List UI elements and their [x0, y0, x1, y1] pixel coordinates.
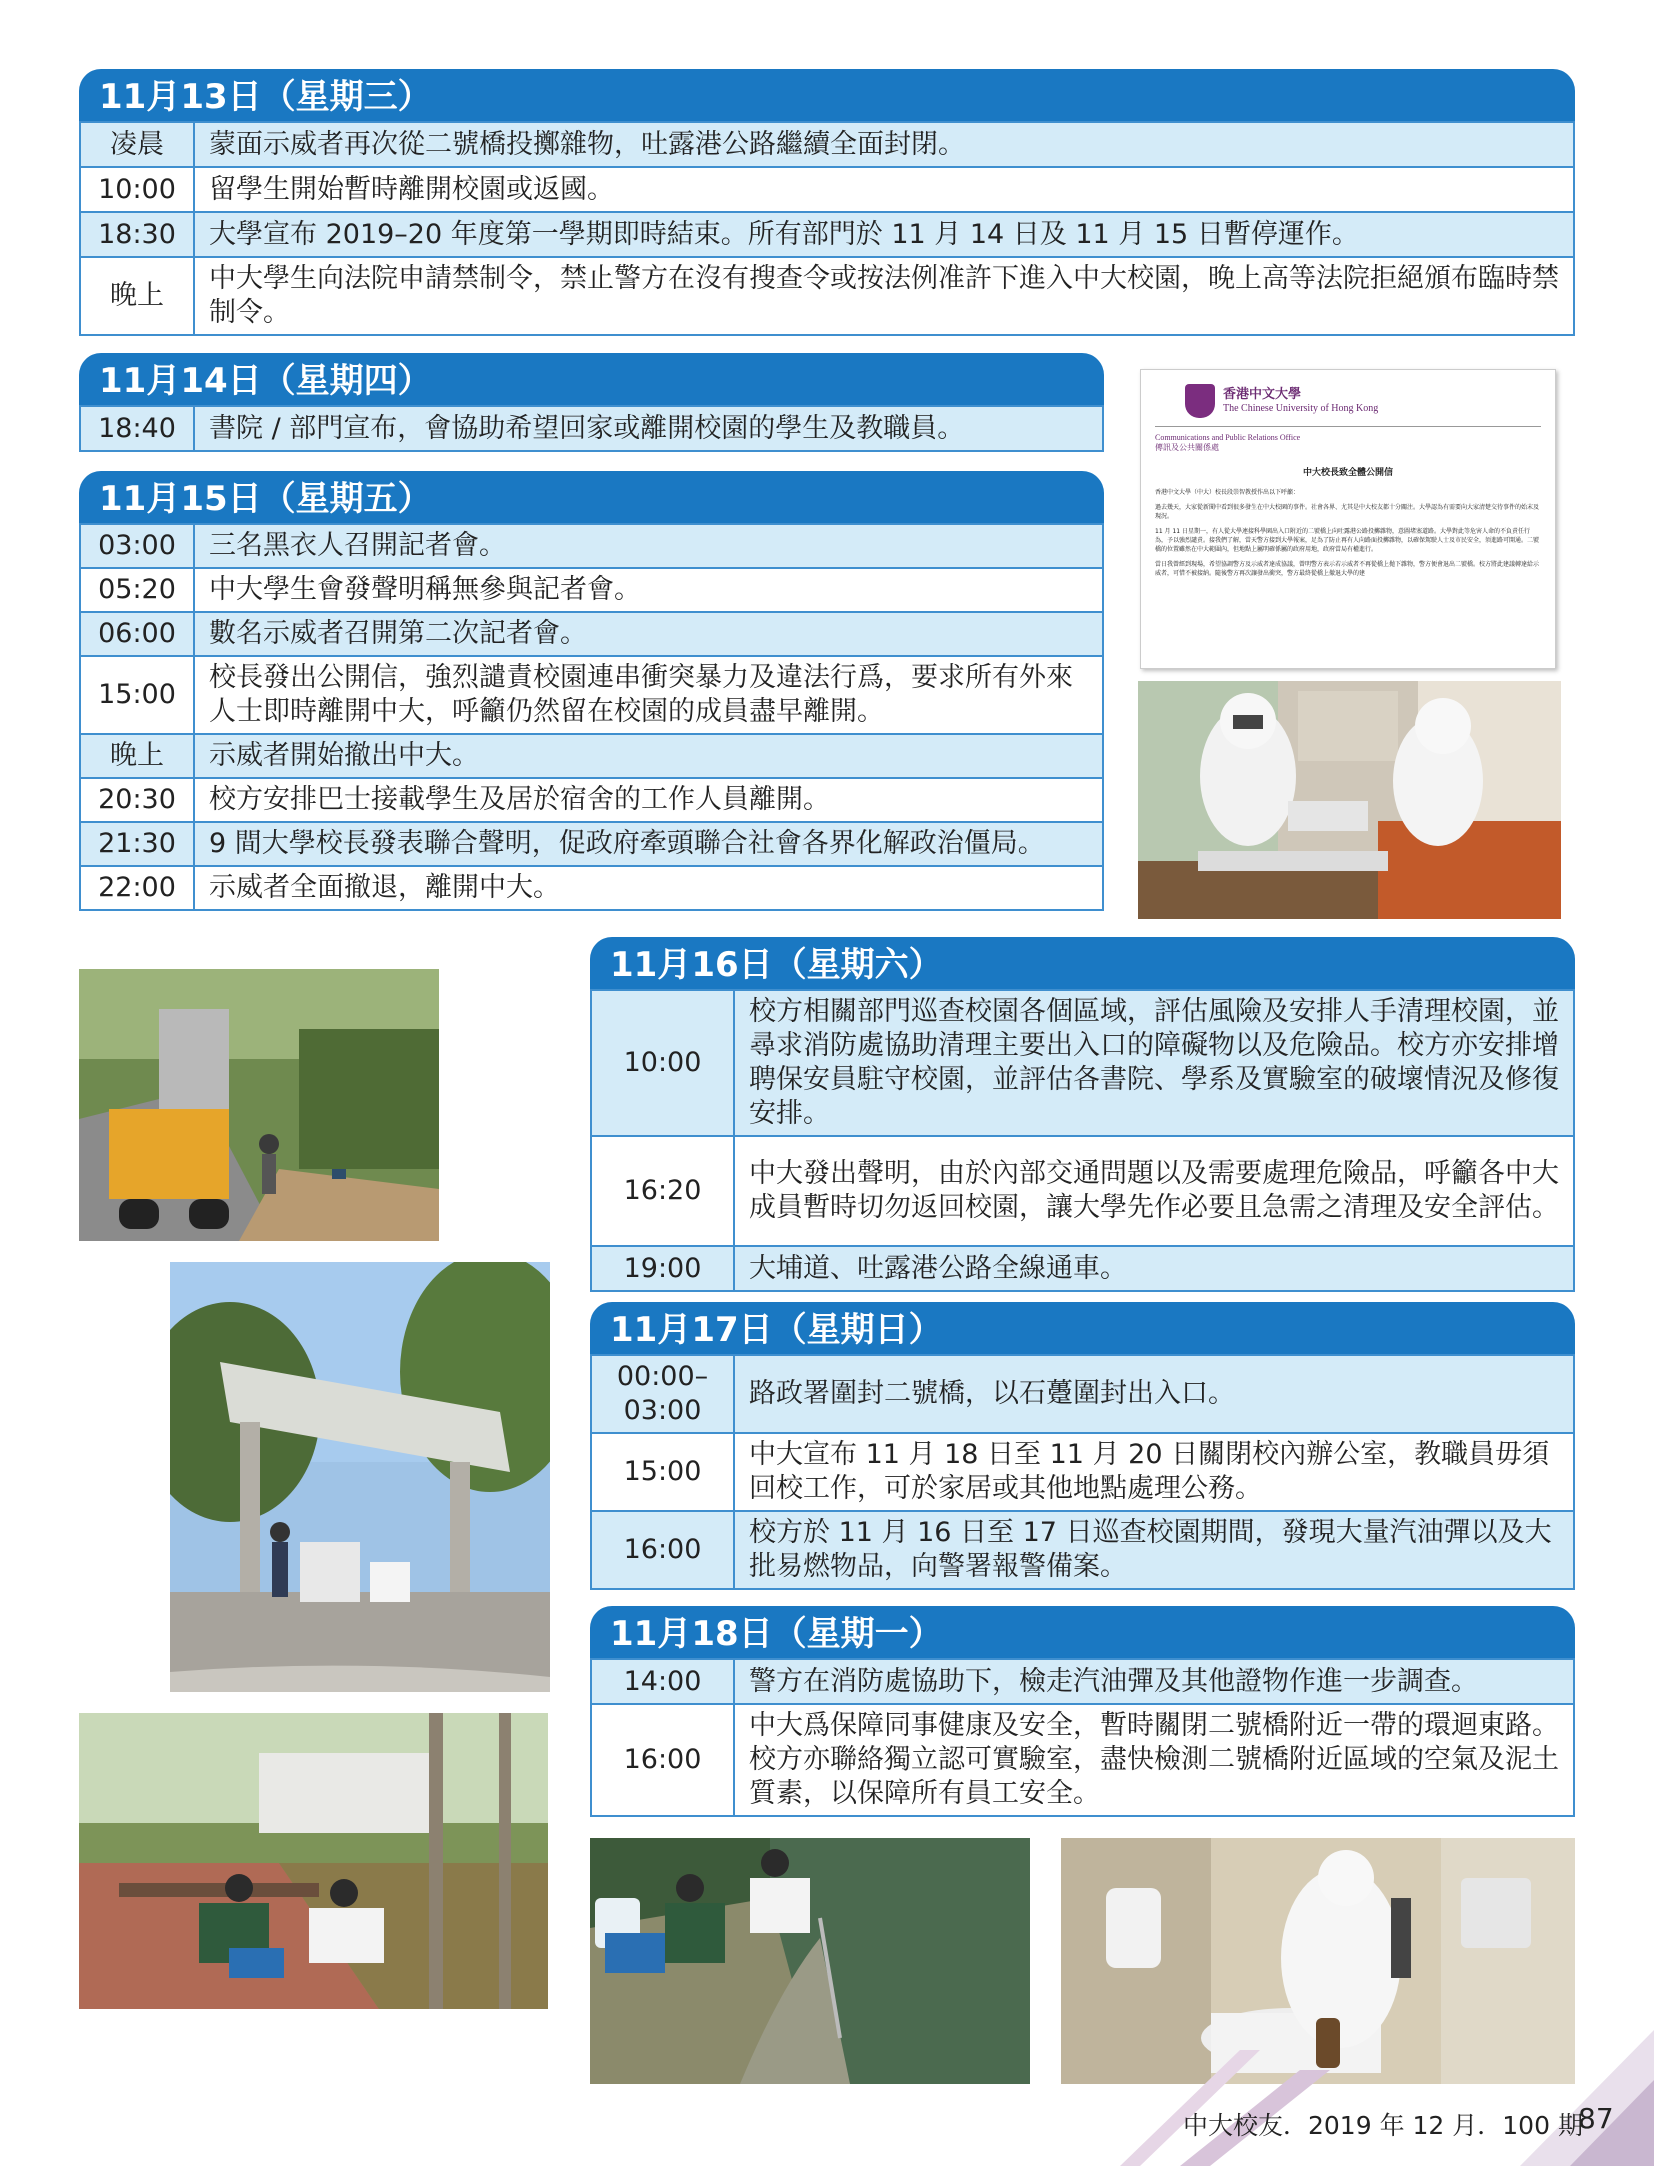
table-row: [80, 612, 1103, 656]
timeline-table: [79, 523, 1104, 911]
row-event: 示威者全面撤退，離開中大。: [194, 866, 1103, 910]
row-time: 16:00: [591, 1704, 734, 1816]
row-time: 14:00: [591, 1659, 734, 1704]
row-time: 00:00– 03:00: [591, 1355, 734, 1433]
row-time: 10:00: [591, 990, 734, 1136]
row-event: 校長發出公開信，強烈譴責校園連串衝突暴力及違法行爲，要求所有外來人士即時離開中大，呼籲仍然留在校園的成員盡早離開。: [194, 656, 1103, 734]
row-event: 大學宣布 2019–20 年度第一學期即時結束。所有部門於 11 月 14 日及 11 月 15 日暫停運作。: [194, 212, 1574, 257]
row-event: 校方相關部門巡查校園各個區域，評估風險及安排人手清理校園，並尋求消防處協助清理主要出入口的障礙物以及危險品。校方亦安排增聘保安員駐守校園，並評估各書院、學系及實驗室的破壞情況及修復安排。: [734, 990, 1574, 1136]
table-row: [591, 1355, 1574, 1433]
row-time: 晚上: [80, 734, 194, 778]
table-row: [591, 990, 1574, 1136]
cuhk-crest-icon: [1185, 384, 1215, 418]
table-row: [80, 866, 1103, 910]
day-2-section: [79, 353, 1104, 452]
table-row: [80, 524, 1103, 568]
letter-paragraph: 當日我曾經到現場，希望協調警方及示威者達成協議，曾明警方表示若示威者不再從橋上拋下雜物，警方便會退出二號橋。校方將此建議轉達給示威者，可惜不被接納。隨後警方再次讓發出衝突，警方最終從橋上撤退大學的建: [1155, 561, 1540, 577]
row-event: 留學生開始暫時離開校園或返國。: [194, 167, 1574, 212]
table-row: [80, 122, 1574, 167]
day-1-section: [79, 69, 1575, 336]
row-event: 中大學生會發聲明稱無參與記者會。: [194, 568, 1103, 612]
row-event: 9 間大學校長發表聯合聲明，促政府牽頭聯合社會各界化解政治僵局。: [194, 822, 1103, 866]
day-header: 11月16日（星期六）: [590, 937, 1575, 989]
letter-university-en: The Chinese University of Hong Kong: [1223, 403, 1379, 414]
table-row: [80, 734, 1103, 778]
row-time: 16:00: [591, 1511, 734, 1589]
row-event: 蒙面示威者再次從二號橋投擲雜物，吐露港公路繼續全面封閉。: [194, 122, 1574, 167]
day-3-section: [79, 471, 1104, 911]
row-time: 15:00: [80, 656, 194, 734]
photo-protective-suits-inspection: [1138, 681, 1561, 919]
photo-lake-water-sampling: [590, 1838, 1030, 2084]
letter-office-zh: 傳訊及公共關係處: [1155, 443, 1219, 452]
table-row: [591, 1433, 1574, 1511]
row-time: 05:20: [80, 568, 194, 612]
row-time: 06:00: [80, 612, 194, 656]
table-row: [80, 212, 1574, 257]
corner-decoration: [1100, 2030, 1654, 2166]
page-number: 87: [1578, 2102, 1614, 2135]
letter-paragraph: 香港中文大學（中大）校長段崇智教授作出以下呼籲：: [1155, 489, 1300, 496]
row-event: 警方在消防處協助下，檢走汽油彈及其他證物作進一步調查。: [734, 1659, 1574, 1704]
row-event: 中大宣布 11 月 18 日至 11 月 20 日關閉校內辦公室，教職員毋須回校工作，可於家居或其他地點處理公務。: [734, 1433, 1574, 1511]
row-time: 10:00: [80, 167, 194, 212]
row-time: 晚上: [80, 257, 194, 335]
timeline-table: [79, 121, 1575, 336]
letter-office-en: Communications and Public Relations Office: [1155, 433, 1301, 442]
day-header: 11月15日（星期五）: [79, 471, 1104, 523]
letter-paragraph: 過去幾天，大家從新聞中看到很多發生在中大校園的事件。社會各界、尤其是中大校友都十分關注。大學認為有需要向大家清楚交待事件的始末及現況。: [1155, 504, 1540, 520]
row-event: 中大爲保障同事健康及安全，暫時關閉二號橋附近一帶的環迴東路。校方亦聯絡獨立認可實驗室，盡快檢測二號橋附近區域的空氣及泥土質素，以保障所有員工安全。: [734, 1704, 1574, 1816]
table-row: [591, 1704, 1574, 1816]
day-header: 11月18日（星期一）: [590, 1606, 1575, 1658]
row-time: 22:00: [80, 866, 194, 910]
table-row: [80, 656, 1103, 734]
table-row: [591, 1659, 1574, 1704]
row-time: 03:00: [80, 524, 194, 568]
row-time: 18:30: [80, 212, 194, 257]
row-event: 校方於 11 月 16 日至 17 日巡查校園期間，發現大量汽油彈以及大批易燃物品，向警署報警備案。: [734, 1511, 1574, 1589]
day-5-section: [590, 1302, 1575, 1590]
row-time: 15:00: [591, 1433, 734, 1511]
row-time: 21:30: [80, 822, 194, 866]
letter-paragraph: 11 月 11 日星期一，有人從大學連接科學園出入口附近的二號橋上向吐露港公路投擲雜物，意圖堵塞道路。大學對此等危害人命的不負責任行為，予以強烈譴責。接我們了解，當天警方接到大學報案，足為了防止再有人向路面投擲雜物，以確保駕駛人士及市民安全，須進路可開通。二號橋的位置雖然在中大範圍內，但地點上屬明確係屬的政府用地，政府當局有權進行。: [1155, 528, 1540, 553]
row-time: 19:00: [591, 1246, 734, 1291]
day-header: 11月14日（星期四）: [79, 353, 1104, 405]
table-row: [80, 167, 1574, 212]
table-row: [80, 568, 1103, 612]
row-event: 中大發出聲明，由於內部交通問題以及需要處理危險品，呼籲各中大成員暫時切勿返回校園，讓大學先作必要且急需之清理及安全評估。: [734, 1136, 1574, 1246]
timeline-table: [590, 1354, 1575, 1590]
timeline-table: [79, 405, 1104, 452]
day-6-section: [590, 1606, 1575, 1817]
magazine-footer: 中大校友．2019 年 12 月．100 期: [1183, 2111, 1583, 2140]
day-header: 11月13日（星期三）: [79, 69, 1575, 121]
day-header: 11月17日（星期日）: [590, 1302, 1575, 1354]
row-event: 數名示威者召開第二次記者會。: [194, 612, 1103, 656]
photo-clearing-truck: [79, 969, 439, 1241]
row-event: 三名黑衣人召開記者會。: [194, 524, 1103, 568]
row-event: 書院 / 部門宣布，會協助希望回家或離開校園的學生及教職員。: [194, 406, 1103, 451]
row-time: 16:20: [591, 1136, 734, 1246]
row-time: 凌晨: [80, 122, 194, 167]
table-row: [591, 1136, 1574, 1246]
open-letter-image: [1140, 369, 1556, 669]
photo-soil-sampling-roadside: [79, 1713, 548, 2009]
row-event: 校方安排巴士接載學生及居於宿舍的工作人員離開。: [194, 778, 1103, 822]
letter-university-zh: 香港中文大學: [1223, 387, 1302, 402]
row-event: 路政署圍封二號橋，以石躉圍封出入口。: [734, 1355, 1574, 1433]
timeline-table: [590, 1658, 1575, 1817]
table-row: [80, 257, 1574, 335]
letter-title: 中大校長致全體公開信: [1302, 468, 1393, 478]
table-row: [591, 1246, 1574, 1291]
row-event: 中大學生向法院申請禁制令，禁止警方在沒有搜查令或按法例准許下進入中大校園，晚上高等法院拒絕頒布臨時禁制令。: [194, 257, 1574, 335]
photo-campus-entrance: [170, 1262, 550, 1692]
row-event: 大埔道、吐露港公路全線通車。: [734, 1246, 1574, 1291]
table-row: [80, 778, 1103, 822]
day-4-section: [590, 937, 1575, 1292]
table-row: [591, 1511, 1574, 1589]
table-row: [80, 822, 1103, 866]
table-row: [80, 406, 1103, 451]
row-time: 18:40: [80, 406, 194, 451]
row-event: 示威者開始撤出中大。: [194, 734, 1103, 778]
timeline-table: [590, 989, 1575, 1292]
row-time: 20:30: [80, 778, 194, 822]
